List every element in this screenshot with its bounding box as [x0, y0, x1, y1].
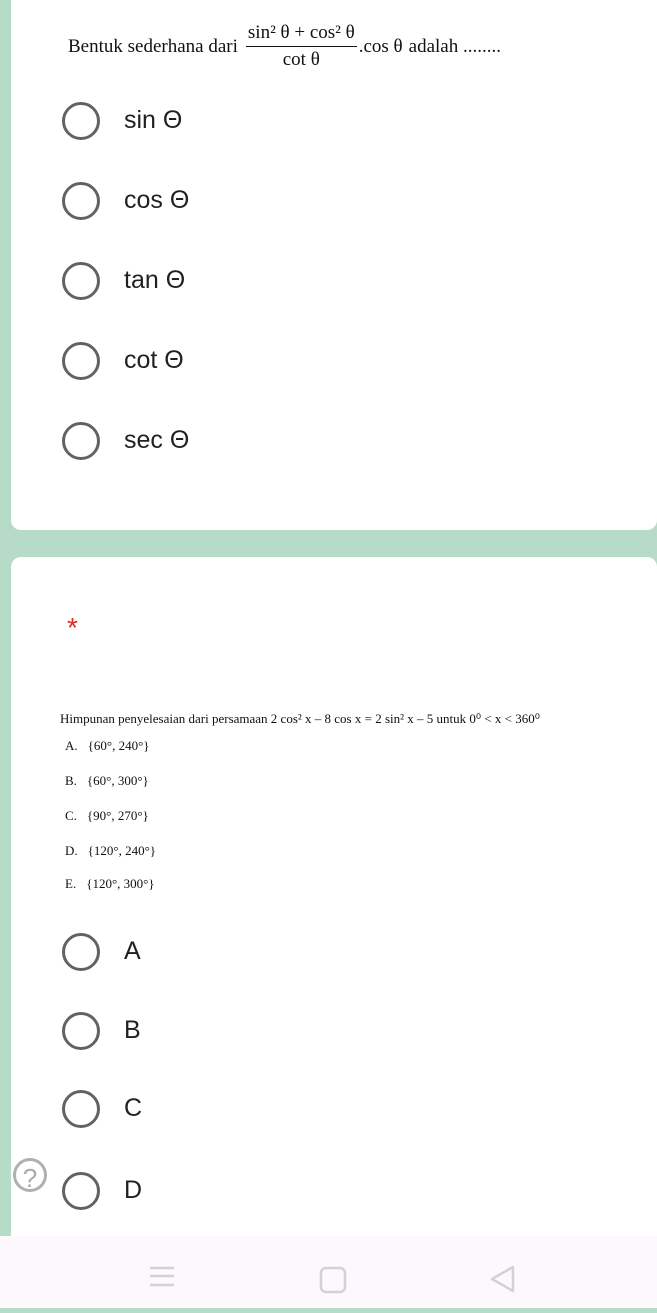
choice-d: [65, 843, 156, 859]
required-mark: *: [67, 612, 78, 643]
option-label: cot Θ: [124, 346, 184, 374]
choice-letter: D.: [65, 843, 78, 858]
option-label: B: [124, 1016, 141, 1044]
choice-e: [65, 876, 155, 892]
option-label: D: [124, 1176, 143, 1204]
choice-letter: C.: [65, 808, 77, 823]
question-card-2: [11, 557, 657, 1257]
home-icon[interactable]: [321, 1268, 345, 1292]
choice-letter: A.: [65, 738, 78, 753]
numerator: sin² θ + cos² θ: [246, 22, 357, 47]
fraction: [246, 22, 357, 71]
q1-expr: .cos θ: [358, 35, 403, 57]
menu-icon[interactable]: [150, 1268, 174, 1285]
choice-c: [65, 808, 149, 824]
choice-set: {60°, 300°}: [86, 773, 149, 788]
choice-set: {120°, 300°}: [86, 876, 155, 891]
question-card-1: [11, 0, 657, 530]
system-nav-bar: [0, 1236, 657, 1308]
option-label: C: [124, 1094, 143, 1122]
q1-prefix: Bentuk sederhana dari: [68, 35, 238, 57]
option-label: A: [124, 937, 141, 965]
radio-a[interactable]: [62, 933, 100, 971]
radio-d[interactable]: [62, 1172, 100, 1210]
radio-cos[interactable]: [62, 182, 100, 220]
question-2-text: Himpunan penyelesaian dari persamaan 2 cos² x – 8 cos x = 2 sin² x – 5 untuk 0⁰ < x < 360⁰: [60, 711, 540, 726]
back-icon[interactable]: [492, 1267, 513, 1291]
choice-a: [65, 738, 150, 754]
choice-letter: E.: [65, 876, 77, 891]
choice-b: [65, 773, 149, 789]
choice-set: {60°, 240°}: [87, 738, 150, 753]
radio-b[interactable]: [62, 1012, 100, 1050]
radio-tan[interactable]: [62, 262, 100, 300]
help-icon[interactable]: ?: [13, 1158, 47, 1192]
choice-letter: B.: [65, 773, 77, 788]
choice-set: {90°, 270°}: [86, 808, 149, 823]
radio-sin[interactable]: [62, 102, 100, 140]
choice-set: {120°, 240°}: [87, 843, 157, 858]
denominator: cot θ: [282, 49, 320, 70]
radio-c[interactable]: [62, 1090, 100, 1128]
option-label: cos Θ: [124, 186, 190, 214]
option-label: sec Θ: [124, 426, 190, 454]
radio-cot[interactable]: [62, 342, 100, 380]
nav-icons: [0, 1236, 657, 1308]
q1-suffix: adalah ........: [408, 35, 501, 57]
question-1-text: [68, 22, 501, 71]
option-label: sin Θ: [124, 106, 183, 134]
radio-sec[interactable]: [62, 422, 100, 460]
option-label: tan Θ: [124, 266, 186, 294]
